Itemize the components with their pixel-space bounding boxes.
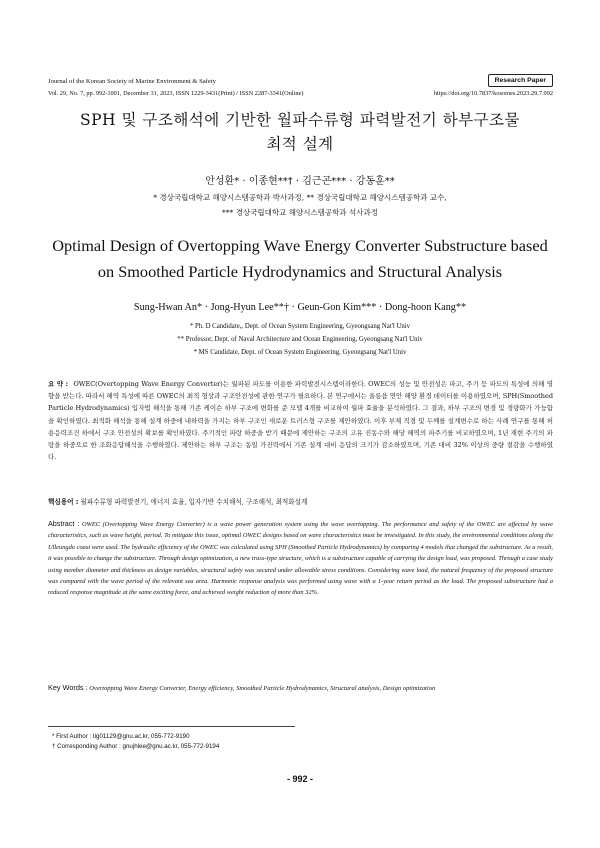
footnote-divider (48, 726, 295, 727)
english-abstract (48, 518, 553, 599)
korean-keywords (48, 496, 553, 506)
english-keywords-text: Overtopping Wave Energy Converter, Energy efficiency, Smoothed Particle Hydrodynamics, Structural analysis, Design optimization (89, 685, 436, 692)
doi-link[interactable]: https://doi.org/10.7837/kosomes.2023.29.7.992 (433, 90, 553, 97)
english-abstract-label: Abstract : (48, 519, 80, 528)
english-affiliation-2: ** Professor, Dept. of Naval Architecture and Ocean Engineering, Gyeongsang Nat'l Univ (177, 336, 423, 343)
korean-keywords-text: 월파수류형 파력발전기, 에너지 효율, 입자기반 수치해석, 구조해석, 최적화설계 (80, 498, 308, 506)
korean-abstract-text: OWEC(Overtopping Wave Energy Converter)는 월파된 파도를 이용한 파력발전시스템이라한다. OWEC의 성능 및 안전성은 파고, 주기 등 파도의 특성에 의해 영향을 받는다. 따라서 해역 특성에 따른 OWEC의 최적 형상과 구조안전성에 관한 연구가 필요하다. 본 연구에서는 울릉읍 연안 해양 환경 데이터를 이용하였으며, SPH(Smoothed Particle Hydrodynamics) 입자법 해석을 통해 기존 케이슨 하부 구조에 변화를 준 모델 4개를 비교하여 월파 효율을 분석하였다. 그 결과, 하부 구조의 변경 및 경량화가 가능함을 확인하였다. 최적화 해석을 통해 설계 하중에 내하력을 가지는 하부 구조인 새로운 트러스형 구조를 제안하였다. 이후 부재 직경 및 두께를 설계변수로 하는 사례 연구를 통해 허용응력조건 하에서 구조 안전성의 확보를 확인하였다. 주기적인 파랑 하중을 받기 때문에 제안하는 구조의 고유 진동수와 해당 해역의 파주기를 비교하였으며, 1년 재현 주기의 파랑을 하중으로 한 조화응답해석을 수행하였다. 제안하는 하부 구조는 동일 가진력에서 기존 설계 대비 응답의 크기가 감소하였으며, 기존 대비 32% 이상의 중량 절감을 수행하였다. (48, 380, 553, 462)
english-keywords-label: Key Words : (48, 683, 88, 692)
english-authors: Sung-Hwan An* · Jong-Hyun Lee**† · Geun-Gon Kim*** · Dong-hoon Kang** (133, 302, 467, 313)
english-affiliation-1: * Ph. D Candidate,, Dept. of Ocean System Engineering, Gyeongsang Nat'l Univ (189, 323, 411, 330)
footnote-corresponding-author: † Corresponding Author : gnujhlee@gnu.ac.kr, 055-772-9194 (52, 743, 220, 750)
paper-type-badge: Research Paper (488, 74, 553, 87)
english-abstract-text: OWEC (Overtopping Wave Energy Converter) is a wave power generation system using the wave overtopping. The performance and safety of the OWEC are affected by wave characteristics, such as wave height, period. To mitigate this issue, optimal OWEC designs based on wave characteristics must be investigated. In this study, the environmental conditions along the Ulleungdo coast were used. The hydraulic efficiency of the OWEC was calculated using SPH (Smoothed Particle Hydrodynamics) by comparing 4 models that changed the substructure. As a result, it was possible to change the substructure. Through design optimization, a new truss-type structure, which is a substructure capable of carrying the design load, was proposed. Through a case study using member diameter and thickness as design variables, structural safety was secured under allowable stress conditions. Considering wave load, the natural frequency of the proposed structure was compared with the wave period of the relevant sea area. Harmonic response analysis was performed using wave with a 1-year return period as the load. The proposed substructure had a reduced response magnitude at the same exciting force, and achieved weight reduction of more than 32%. (48, 521, 553, 597)
volume-info-line (48, 90, 553, 97)
volume-info: Vol. 29, No. 7, pp. 992-1001, December 31, 2023, ISSN 1229-3431(Print) / ISSN 2287-3341(Online) (48, 90, 304, 97)
english-title-line-2: on Smoothed Particle Hydrodynamics and Structural Analysis (97, 262, 503, 281)
korean-authors: 안성환* · 이종현**† · 김근곤*** · 강동훈** (205, 176, 395, 187)
korean-affiliation-2: *** 경상국립대학교 해양시스템공학과 석사과정 (221, 208, 379, 217)
korean-title-line-2: 최적 설계 (266, 135, 334, 153)
korean-affiliation-1: * 경상국립대학교 해양시스템공학과 박사과정, ** 경상국립대학교 해양시스템공학과 교수, (153, 193, 447, 202)
english-keywords (48, 683, 553, 692)
journal-name: Journal of the Korean Society of Marine Environment & Safety (48, 78, 216, 85)
footnote-first-author: * First Author : tig01129@gnu.ac.kr, 055-772-9190 (52, 733, 190, 740)
korean-abstract (48, 378, 553, 463)
korean-keywords-label: 핵심용어 : (48, 498, 79, 506)
english-title-line-1: Optimal Design of Overtopping Wave Energy Converter Substructure based (52, 236, 548, 255)
english-affiliation-3: * MS Candidate, Dept. of Ocean System Engineering, Gyeongsang Nat'l Univ (193, 349, 407, 356)
page-number: - 992 - (286, 774, 313, 784)
korean-abstract-label: 요 약 : (48, 380, 69, 388)
korean-title-line-1: SPH 및 구조해석에 기반한 월파수류형 파력발전기 하부구조물 (80, 111, 520, 129)
